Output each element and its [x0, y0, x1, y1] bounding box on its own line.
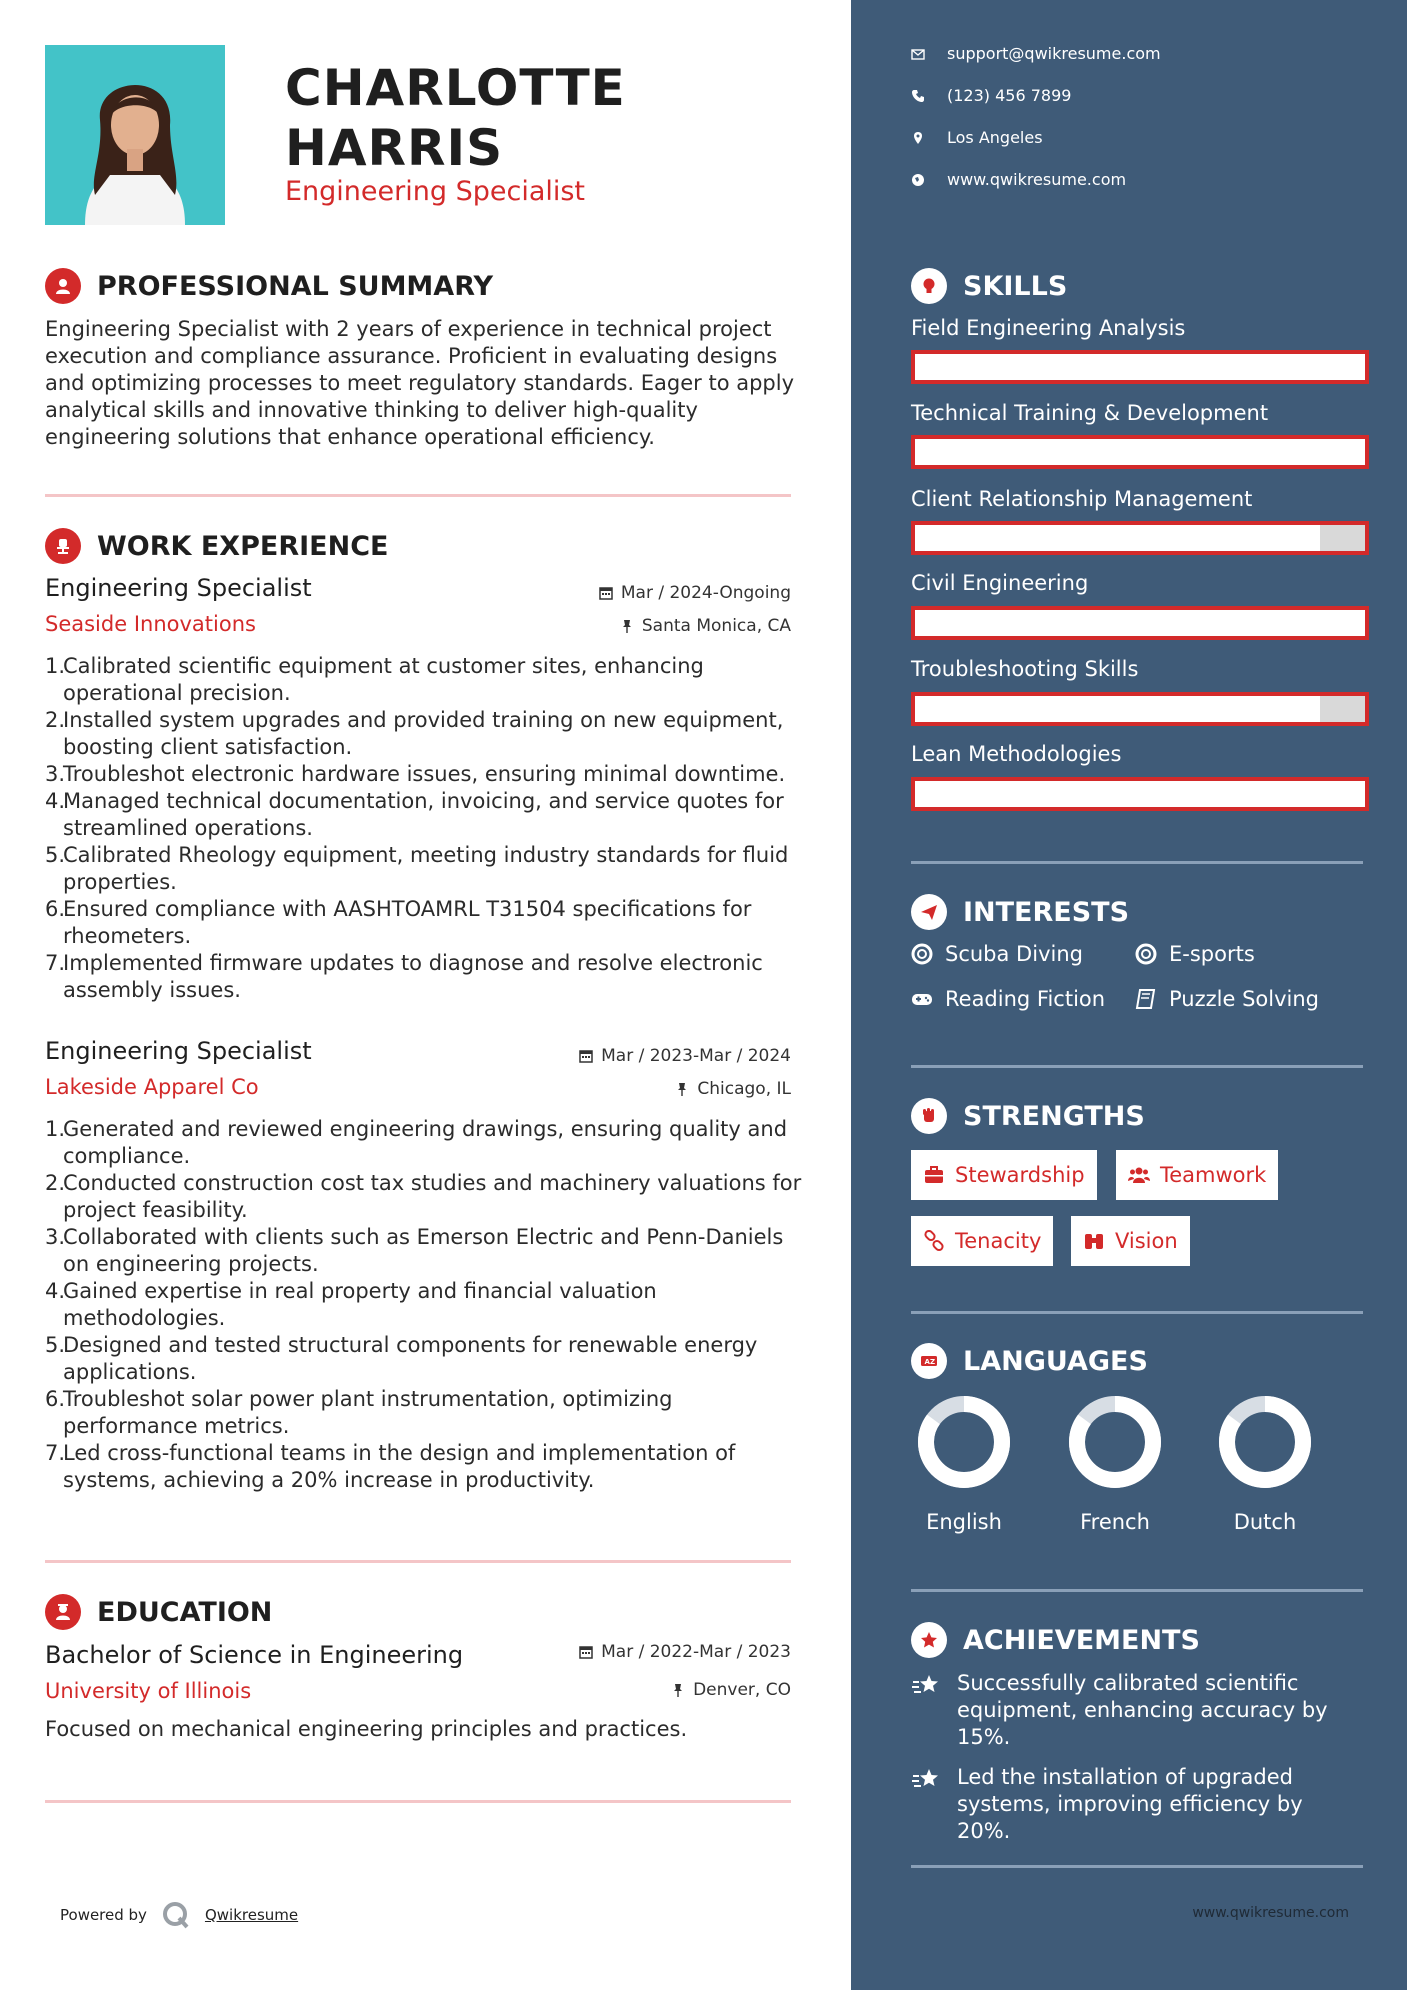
- qwikresume-link[interactable]: Qwikresume: [204, 1906, 299, 1924]
- skill-label: Troubleshooting Skills: [911, 657, 1139, 681]
- summary-text: Engineering Specialist with 2 years of experience in technical project execution and compliance assurance. Proficient in evaluating designs and optimizing processes to meet regulatory standards. Eager to apply analytical skills and innovative thinking to deliver high-quality engineering solutions that enhance operational efficiency.: [45, 317, 795, 449]
- candidate-role: Engineering Specialist: [285, 176, 586, 207]
- list-item: 5. Designed and tested structural components for renewable energy applications.: [45, 1333, 758, 1384]
- education-dates-text: Mar / 2022-Mar / 2023: [601, 1642, 791, 1662]
- achievement-item: [911, 1670, 1351, 1751]
- language-ring: [1217, 1394, 1313, 1494]
- svg-text:A: A: [924, 1358, 930, 1366]
- experience-heading: [45, 528, 388, 564]
- job-company: Lakeside Apparel Co: [45, 1075, 259, 1099]
- achievement-item: [911, 1764, 1351, 1845]
- interest-item: [911, 987, 1105, 1011]
- powered-by: [60, 1900, 298, 1930]
- language-label: English: [926, 1510, 1002, 1534]
- list-item: 2. Installed system upgrades and provided training on new equipment, boosting client satisfaction.: [45, 708, 784, 759]
- strengths-title: STRENGTHS: [963, 1100, 1145, 1132]
- job-dates-text: Mar / 2024-Ongoing: [620, 583, 791, 603]
- portrait-image: [45, 45, 225, 225]
- education-title: EDUCATION: [97, 1596, 273, 1628]
- job-dates: [579, 1046, 791, 1066]
- location-text: Los Angeles: [947, 128, 1043, 147]
- divider: [45, 494, 791, 497]
- divider: [911, 1865, 1363, 1868]
- list-item: 6. Ensured compliance with AASHTOAMRL T31504 specifications for rheometers.: [45, 897, 752, 948]
- skill-bar: [911, 521, 1369, 555]
- pin-icon: [675, 1082, 689, 1096]
- language-ring: [916, 1394, 1012, 1494]
- interest-label: Scuba Diving: [945, 942, 1083, 966]
- lifebuoy-icon: [1135, 943, 1157, 965]
- list-item: 4. Managed technical documentation, invoicing, and service quotes for streamlined operations.: [45, 789, 784, 840]
- divider: [911, 1589, 1363, 1592]
- calendar-icon: [599, 586, 613, 600]
- interest-label: Reading Fiction: [945, 987, 1106, 1011]
- education-description: Focused on mechanical engineering principles and practices.: [45, 1717, 688, 1741]
- skill-label: Lean Methodologies: [911, 742, 1122, 766]
- list-item: 2. Conducted construction cost tax studies and machinery valuations for project feasibility.: [45, 1171, 802, 1222]
- skill-fill: [915, 525, 1320, 551]
- powered-by-label: Powered by: [60, 1906, 147, 1924]
- fist-icon: [911, 1098, 947, 1134]
- divider: [911, 1311, 1363, 1314]
- interests-title: INTERESTS: [963, 896, 1130, 928]
- paper-plane-icon: [911, 894, 947, 930]
- degree: Bachelor of Science in Engineering: [45, 1641, 464, 1669]
- divider: [45, 1560, 791, 1563]
- languages-title: LANGUAGES: [963, 1345, 1148, 1377]
- skills-title: SKILLS: [963, 270, 1068, 302]
- envelope-icon: [911, 47, 925, 61]
- strength-badge: [1071, 1216, 1190, 1266]
- experience-title: WORK EXPERIENCE: [97, 530, 389, 562]
- website-text[interactable]: www.qwikresume.com: [947, 170, 1127, 189]
- list-item: 1. Generated and reviewed engineering drawings, ensuring quality and compliance.: [45, 1117, 788, 1168]
- divider: [911, 861, 1363, 864]
- map-marker-icon: [911, 131, 925, 145]
- summary-title: PROFESSIONAL SUMMARY: [97, 270, 494, 302]
- school: University of Illinois: [45, 1679, 252, 1703]
- skill-fill: [915, 610, 1365, 636]
- list-item: 1. Calibrated scientific equipment at customer sites, enhancing operational precision.: [45, 654, 704, 705]
- skill-bar: [911, 692, 1369, 726]
- job-bullets: [45, 653, 805, 1004]
- strength-label: Tenacity: [955, 1229, 1042, 1253]
- email-text[interactable]: support@qwikresume.com: [947, 44, 1161, 63]
- skill-label: Client Relationship Management: [911, 487, 1253, 511]
- phone-icon: [911, 89, 925, 103]
- skill-label: Technical Training & Development: [911, 401, 1269, 425]
- interest-item: [911, 942, 1083, 966]
- calendar-icon: [579, 1049, 593, 1063]
- pin-icon: [620, 619, 634, 633]
- sidebar: [851, 0, 1407, 1990]
- skill-bar: [911, 777, 1369, 811]
- lightbulb-icon: [911, 268, 947, 304]
- candidate-name: [285, 58, 626, 178]
- language-label: Dutch: [1233, 1510, 1297, 1534]
- shooting-star-icon: [911, 1766, 941, 1794]
- interest-item: [1135, 942, 1255, 966]
- binoculars-icon: [1083, 1230, 1105, 1252]
- skill-label: Civil Engineering: [911, 571, 1089, 595]
- contact-email: [911, 44, 1161, 63]
- divider: [45, 1800, 791, 1803]
- skills-heading: [911, 268, 1067, 304]
- gamepad-icon: [911, 988, 933, 1010]
- footer-website[interactable]: www.qwikresume.com: [1192, 1905, 1349, 1921]
- briefcase-icon: [923, 1164, 945, 1186]
- divider: [911, 1065, 1363, 1068]
- list-item: 6. Troubleshot solar power plant instrumentation, optimizing performance metrics.: [45, 1387, 673, 1438]
- list-item: 7. Implemented firmware updates to diagnose and resolve electronic assembly issues.: [45, 951, 763, 1002]
- translate-icon: [911, 1343, 947, 1379]
- contact-location: [911, 128, 1043, 147]
- interest-label: E-sports: [1169, 942, 1255, 966]
- job-location: [620, 616, 791, 636]
- name-line-2: HARRIS: [285, 119, 504, 177]
- skill-fill: [915, 354, 1365, 380]
- achievements-heading: [911, 1622, 1200, 1658]
- chair-icon: [45, 528, 81, 564]
- globe-icon: [911, 173, 925, 187]
- job-company: Seaside Innovations: [45, 612, 256, 636]
- graduate-icon: [45, 1594, 81, 1630]
- education-location: [671, 1680, 791, 1700]
- star-icon: [911, 1622, 947, 1658]
- pin-icon: [671, 1683, 685, 1697]
- skill-bar: [911, 350, 1369, 384]
- calendar-icon: [579, 1645, 593, 1659]
- skill-fill: [915, 439, 1365, 465]
- skill-fill: [915, 696, 1320, 722]
- language-label: French: [1080, 1510, 1150, 1534]
- book-icon: [1135, 988, 1157, 1010]
- link-icon: [923, 1230, 945, 1252]
- job-location-text: Chicago, IL: [697, 1079, 791, 1099]
- language-ring: [1067, 1394, 1163, 1494]
- list-item: 3. Troubleshot electronic hardware issues, ensuring minimal downtime.: [45, 762, 786, 786]
- list-item: 3. Collaborated with clients such as Emerson Electric and Penn-Daniels on engineering projects.: [45, 1225, 784, 1276]
- svg-text:Z: Z: [930, 1358, 936, 1366]
- skill-label: Field Engineering Analysis: [911, 316, 1186, 340]
- job-dates: [599, 583, 791, 603]
- contact-website: [911, 170, 1126, 189]
- strength-label: Stewardship: [955, 1163, 1085, 1187]
- interest-item: [1135, 987, 1319, 1011]
- interest-label: Puzzle Solving: [1169, 987, 1319, 1011]
- achievement-text: Led the installation of upgraded systems, improving efficiency by 20%.: [957, 1765, 1303, 1843]
- achievement-text: Successfully calibrated scientific equipment, enhancing accuracy by 15%.: [957, 1671, 1328, 1749]
- list-item: 7. Led cross-functional teams in the design and implementation of systems, achieving a 20% increase in productivity.: [45, 1441, 736, 1492]
- skill-fill: [915, 781, 1365, 807]
- strength-badge: [911, 1216, 1053, 1266]
- user-icon: [45, 268, 81, 304]
- phone-text: (123) 456 7899: [947, 86, 1072, 105]
- languages-heading: [911, 1343, 1148, 1379]
- job-dates-text: Mar / 2023-Mar / 2024: [601, 1046, 791, 1066]
- lifebuoy-icon: [911, 943, 933, 965]
- summary-heading: [45, 268, 493, 304]
- job-title: Engineering Specialist: [45, 1037, 312, 1065]
- skill-bar: [911, 435, 1369, 469]
- education-location-text: Denver, CO: [693, 1680, 791, 1700]
- education-dates: [579, 1642, 791, 1662]
- interests-heading: [911, 894, 1129, 930]
- strength-badge: [911, 1150, 1097, 1200]
- users-icon: [1128, 1164, 1150, 1186]
- job-bullets: [45, 1116, 805, 1494]
- profile-photo: [45, 45, 225, 225]
- strength-label: Vision: [1115, 1229, 1178, 1253]
- job-location: [675, 1079, 791, 1099]
- achievements-title: ACHIEVEMENTS: [963, 1624, 1200, 1656]
- name-line-1: CHARLOTTE: [285, 59, 626, 117]
- job-title: Engineering Specialist: [45, 574, 312, 602]
- list-item: 4. Gained expertise in real property and financial valuation methodologies.: [45, 1279, 657, 1330]
- contact-phone: [911, 86, 1071, 105]
- strength-badge: [1116, 1150, 1278, 1200]
- job-location-text: Santa Monica, CA: [641, 616, 791, 636]
- education-heading: [45, 1594, 272, 1630]
- shooting-star-icon: [911, 1672, 941, 1700]
- skill-bar: [911, 606, 1369, 640]
- strength-label: Teamwork: [1160, 1163, 1267, 1187]
- qwikresume-logo-icon: [161, 1900, 191, 1930]
- strengths-heading: [911, 1098, 1145, 1134]
- list-item: 5. Calibrated Rheology equipment, meeting industry standards for fluid properties.: [45, 843, 789, 894]
